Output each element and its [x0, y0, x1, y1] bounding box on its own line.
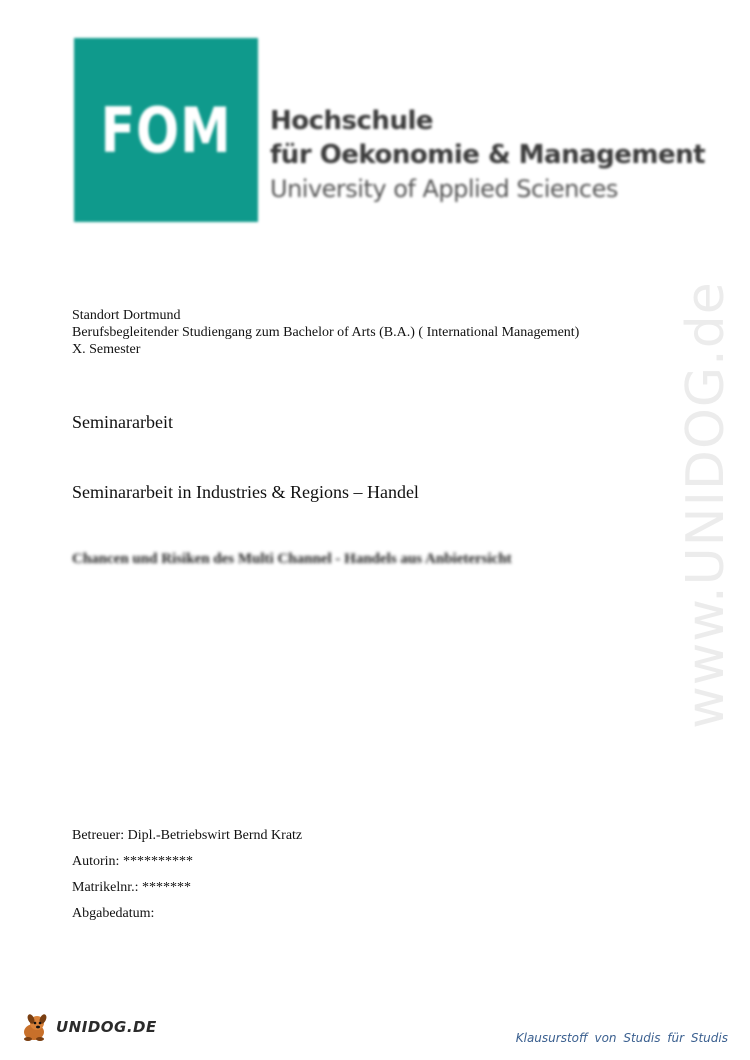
fom-logo-mark: FOM [100, 94, 232, 167]
author-text: Autorin: ********** [72, 854, 193, 869]
brand-name: UNIDOG.DE [56, 1018, 157, 1036]
matriculation-text: Matrikelnr.: ******* [72, 880, 191, 895]
school-name-line2: für Oekonomie & Management [270, 140, 706, 170]
dog-mascot-icon [20, 1012, 54, 1042]
unidog-logo[interactable] [20, 1012, 157, 1042]
semester-text: X. Semester [72, 342, 141, 357]
course-title: Seminararbeit in Industries & Regions – Handel [72, 482, 419, 502]
advisor-text: Betreuer: Dipl.-Betriebswirt Bernd Kratz [72, 828, 303, 843]
document-type: Seminararbeit [72, 412, 173, 432]
author-details [72, 826, 302, 930]
thesis-topic: Chancen und Risiken des Multi Channel - Handels aus Anbietersicht [72, 551, 512, 567]
study-info [72, 307, 579, 358]
program-text: Berufsbegleitender Studiengang zum Bachelor of Arts (B.A.) ( International Management) [72, 325, 580, 340]
submission-date-text: Abgabedatum: [72, 906, 155, 921]
location-text: Standort Dortmund [72, 308, 181, 323]
school-name [270, 104, 705, 206]
tagline: Klausurstoff von Studis für Studis [515, 1031, 728, 1045]
school-name-line3: University of Applied Sciences [270, 175, 618, 203]
watermark: www.UNIDOG.de [676, 281, 736, 729]
school-name-line1: Hochschule [270, 106, 433, 136]
fom-logo [74, 38, 258, 222]
